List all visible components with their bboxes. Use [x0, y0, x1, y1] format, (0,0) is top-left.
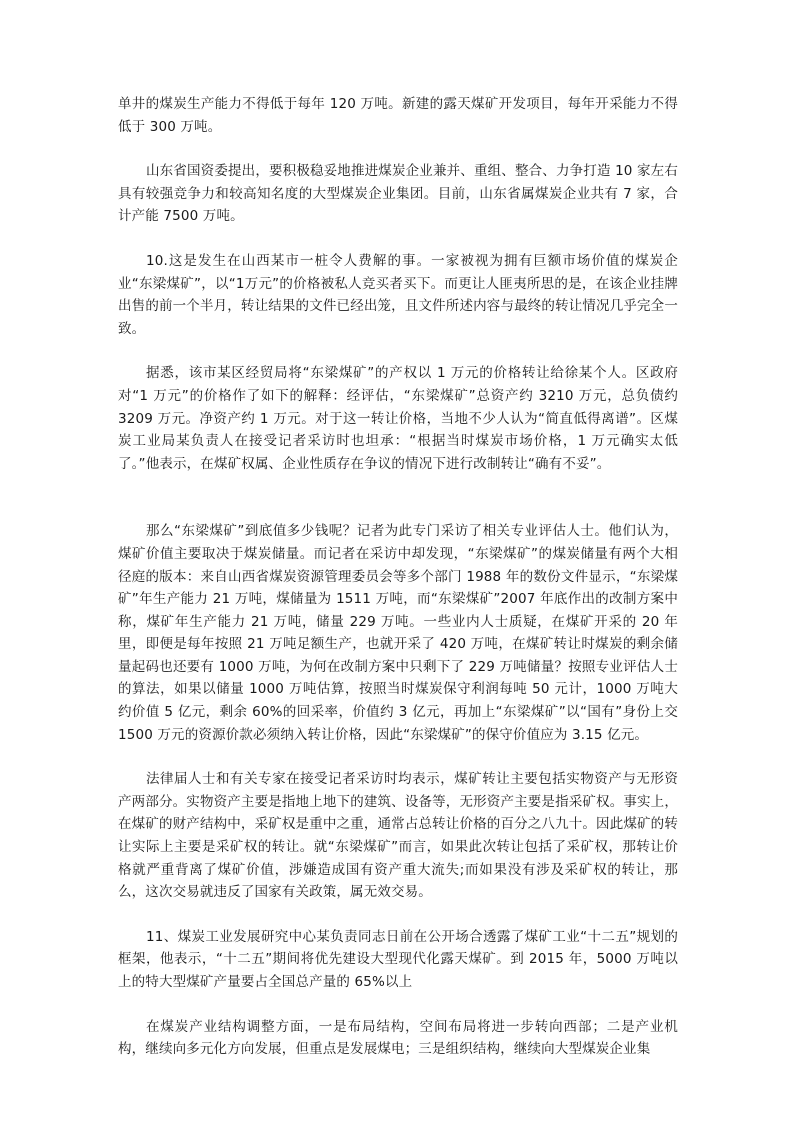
- paragraph-transfer-explanation: 据悉，该市某区经贸局将“东梁煤矿”的产权以 1 万元的价格转让给徐某个人。区政府对“1 万元”的价格作了如下的解释：经评估，“东梁煤矿”总资产约 3210 万元，总负债约 3209 万元。净资产约 1 万元。对于这一转让价格，当地不少人认为“简直低得离谱”。区煤炭工业局某负责人在接受记者采访时也坦承：“根据当时煤炭市场价格，1 万元确实太低了。”他表示，在煤矿权属、企业性质存在争议的情况下进行改制转让“确有不妥”。: [118, 365, 678, 472]
- paragraph-shandong-consolidation: 山东省国资委提出，要积极稳妥地推进煤炭企业兼并、重组、整合、力争打造 10 家左右具有较强竞争力和较高知名度的大型煤炭企业集团。目前，山东省属煤炭企业共有 7 家，合计产能 7500 万吨。: [118, 163, 678, 225]
- paragraph-legal-opinion: 法律届人士和有关专家在接受记者采访时均表示，煤矿转让主要包括实物资产与无形资产两部分。实物资产主要是指地上地下的建筑、设备等，无形资产主要是指采矿权。事实上，在煤矿的财产结构中，采矿权是重中之重，通常占总转让价格的百分之八九十。因此煤矿的转让实际上主要是采矿权的转让。就“东梁煤矿”而言，如果此次转让包括了采矿权，那转让价格就严重背离了煤矿价值，涉嫌造成国有资产重大流失;而如果没有涉及采矿权的转让，那么，这次交易就违反了国家有关政策，属无效交易。: [118, 771, 678, 901]
- paragraph-dongliang-sale: 10.这是发生在山西某市一桩令人费解的事。一家被视为拥有巨额市场价值的煤炭企业“东梁煤矿”，以“1万元”的价格被私人竞买者买下。而更让人匪夷所思的是，在该企业挂牌出售的前一个半月，转让结果的文件已经出笼，且文件所述内容与最终的转让情况几乎完全一致。: [118, 252, 678, 337]
- paragraph-coal-capacity: 单井的煤炭生产能力不得低于每年 120 万吨。新建的露天煤矿开发项目，每年开采能力不得低于 300 万吨。: [118, 96, 678, 135]
- document-page: [118, 93, 678, 1061]
- paragraph-mine-valuation: 那么“东梁煤矿”到底值多少钱呢？记者为此专门采访了相关专业评估人士。他们认为，煤矿价值主要取决于煤炭储量。而记者在采访中却发现，“东梁煤矿”的煤炭储量有两个大相径庭的版本：来自山西省煤炭资源管理委员会等多个部门 1988 年的数份文件显示，“东梁煤矿”年生产能力 21 万吨，煤储量为 1511 万吨，而“东梁煤矿”2007 年底作出的改制方案中称，煤矿年生产能力 21 万吨，储量 229 万吨。一些业内人士质疑，在煤矿开采的 20 年里，即便是每年按照 21 万吨足额生产，也就开采了 420 万吨，在煤矿转让时煤炭的剩余储量起码也还要有 1000 万吨，为何在改制方案中只剩下了 229 万吨储量？按照专业评估人士的算法，如果以储量 1000 万吨估算，按照当时煤炭保守利润每吨 50 元计，1000 万吨大约价值 5 亿元，剩余 60%的回采率，价值约 3 亿元，再加上“东梁煤矿”以“国有”身份上交 1500 万元的资源价款必须纳入转让价格，因此“东梁煤矿”的保守价值应为 3.15 亿元。: [118, 523, 678, 743]
- paragraph-structure-adjustment: 在煤炭产业结构调整方面，一是布局结构，空间布局将进一步转向西部；二是产业机构，继续向多元化方向发展，但重点是发展煤电；三是组织结构，继续向大型煤炭企业集: [118, 1018, 678, 1058]
- paragraph-five-year-plan: 11、煤炭工业发展研究中心某负责同志日前在公开场合透露了煤矿工业“十二五”规划的框架，他表示，“十二五”期间将优先建设大型现代化露天煤矿。到 2015 年，5000 万吨以上的特大型煤矿产量要占全国总产量的 65%以上: [118, 928, 678, 990]
